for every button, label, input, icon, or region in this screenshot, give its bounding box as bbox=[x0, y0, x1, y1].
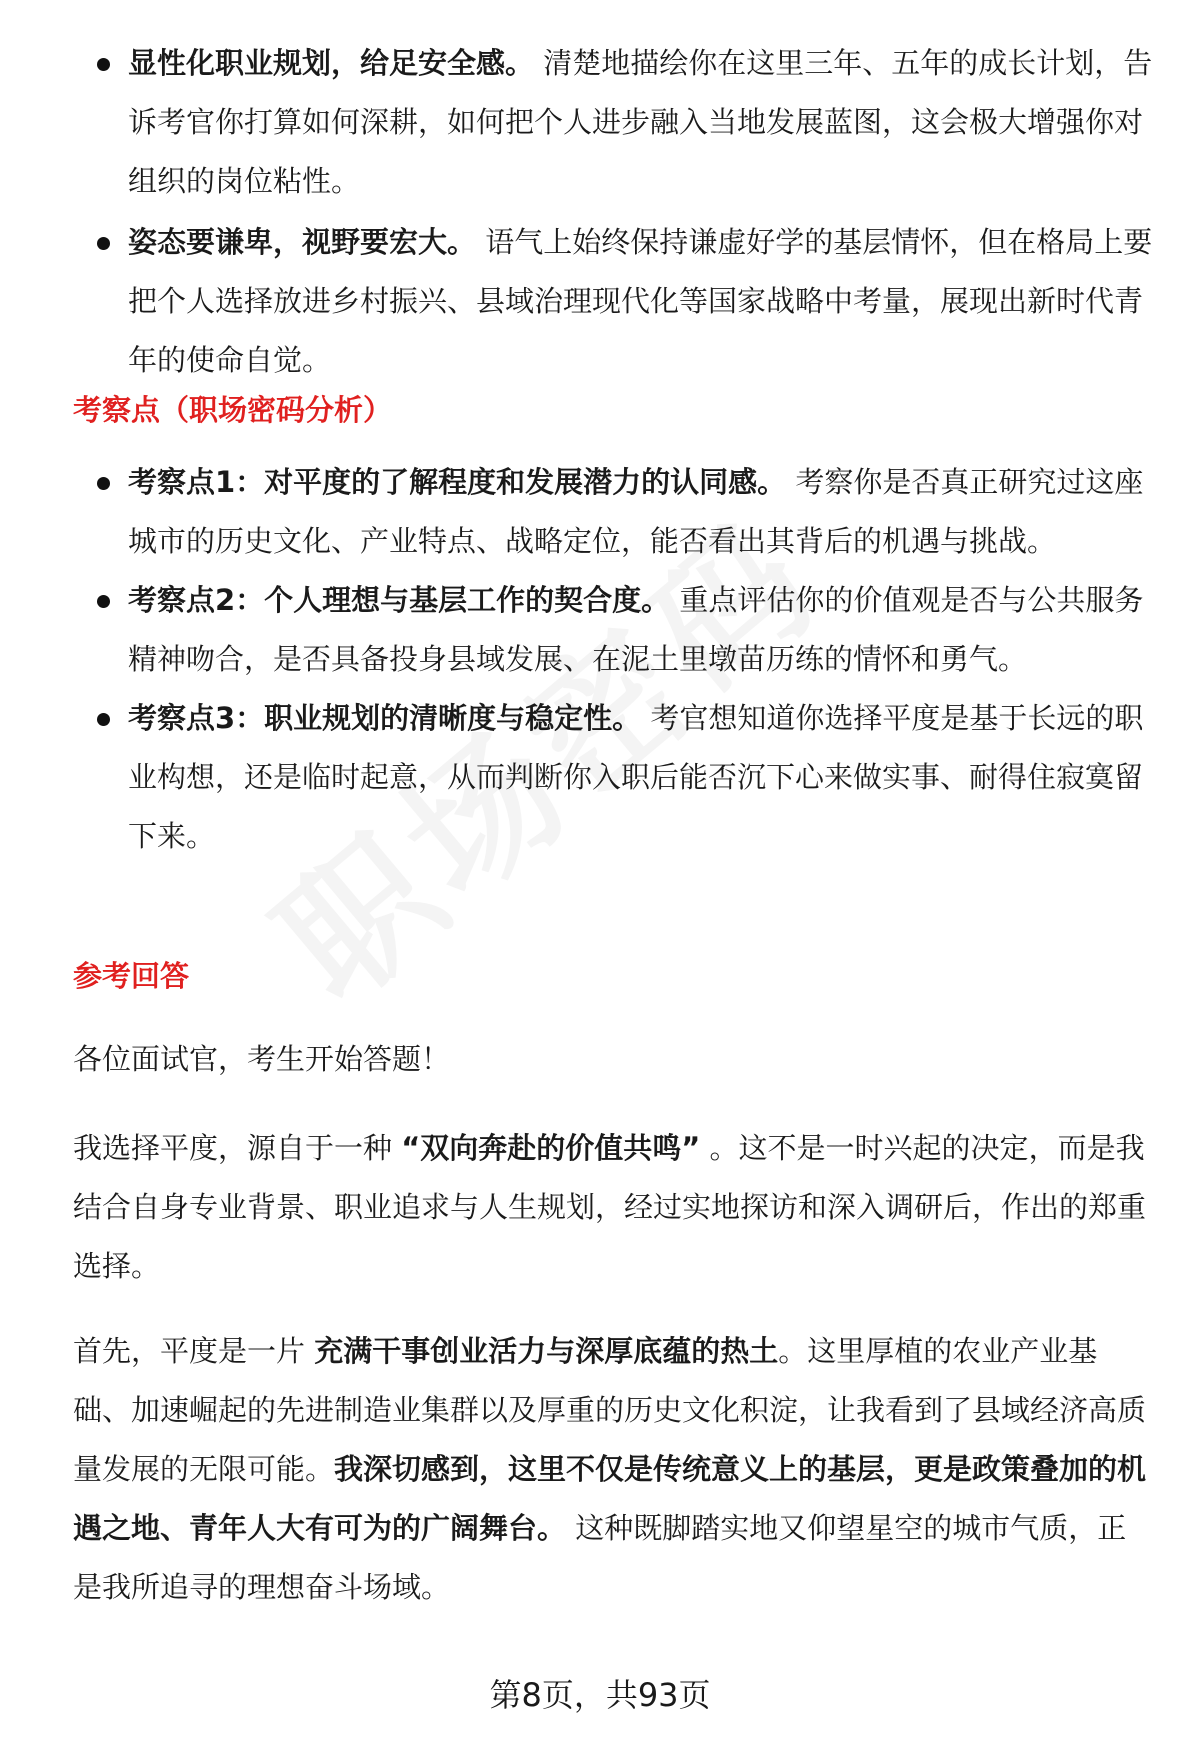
item-text: 清楚地描绘你在这里三年、五年的成长计划，告诉考官你打算如何深耕，如何把个人进步融入当地发展蓝图，这会极大增强你对组织的岗位粘性。 bbox=[128, 46, 1153, 198]
advice-list bbox=[0, 34, 1200, 390]
item-bold: 姿态要谦卑，视野要宏大。 bbox=[128, 225, 477, 259]
item-text: 重点评估你的价值观是否与公共服务精神吻合，是否具备投身县域发展、在泥土里墩苗历练的情怀和勇气。 bbox=[128, 583, 1144, 676]
bullet-icon bbox=[97, 713, 110, 726]
list-item bbox=[0, 453, 1200, 571]
para-bold: 我深切感到，这里不仅是传统意义上的基层，更是政策叠加的机遇之地、青年人大有可为的广阔舞台。 bbox=[73, 1452, 1147, 1545]
bullet-icon bbox=[97, 595, 110, 608]
page-number: 第8页，共93页 bbox=[489, 1676, 711, 1714]
answer-opening: 各位面试官，考生开始答题！ bbox=[73, 1042, 451, 1076]
list-item bbox=[0, 571, 1200, 689]
para-text: 这种既脚踏实地又仰望星空的城市气质，正是我所追寻的理想奋斗场域。 bbox=[73, 1511, 1127, 1604]
list-item bbox=[0, 34, 1200, 211]
bullet-icon bbox=[97, 237, 110, 250]
para-text: 我选择平度，源自于一种 bbox=[73, 1131, 402, 1165]
para-bold: 充满干事创业活力与深厚底蕴的热土 bbox=[314, 1334, 779, 1368]
item-bold: 考察点1：对平度的了解程度和发展潜力的认同感。 bbox=[128, 465, 787, 499]
item-bold: 考察点2：个人理想与基层工作的契合度。 bbox=[128, 583, 671, 617]
para-text: 。这里厚植的农业产业基础、加速崛起的先进制造业集群以及厚重的历史文化积淀，让我看到了县域经济高质量发展的无限可能。 bbox=[73, 1334, 1147, 1486]
section-heading-analysis: 考察点（职场密码分析） bbox=[73, 393, 393, 427]
section-heading-answer: 参考回答 bbox=[73, 959, 190, 993]
bullet-icon bbox=[97, 58, 110, 71]
item-text: 考官想知道你选择平度是基于长远的职业构想，还是临时起意，从而判断你入职后能否沉下心来做实事、耐得住寂寞留下来。 bbox=[128, 701, 1144, 853]
list-item bbox=[0, 689, 1200, 866]
evaluation-list bbox=[0, 453, 1200, 866]
answer-paragraph-1 bbox=[73, 1119, 1153, 1296]
para-text: 首先，平度是一片 bbox=[73, 1334, 315, 1368]
bullet-icon bbox=[97, 477, 110, 490]
item-text: 语气上始终保持谦虚好学的基层情怀，但在格局上要把个人选择放进乡村振兴、县域治理现代化等国家战略中考量，展现出新时代青年的使命自觉。 bbox=[128, 225, 1153, 377]
para-bold: “双向奔赴的价值共鸣” bbox=[401, 1131, 701, 1165]
item-text: 考察你是否真正研究过这座城市的历史文化、产业特点、战略定位，能否看出其背后的机遇与挑战。 bbox=[128, 465, 1144, 558]
answer-paragraph-2 bbox=[73, 1322, 1153, 1617]
list-item bbox=[0, 213, 1200, 390]
item-bold: 考察点3：职业规划的清晰度与稳定性。 bbox=[128, 701, 642, 735]
item-bold: 显性化职业规划，给足安全感。 bbox=[128, 46, 535, 80]
para-text: 。这不是一时兴起的决定，而是我结合自身专业背景、职业追求与人生规划，经过实地探访和深入调研后，作出的郑重选择。 bbox=[73, 1131, 1147, 1283]
